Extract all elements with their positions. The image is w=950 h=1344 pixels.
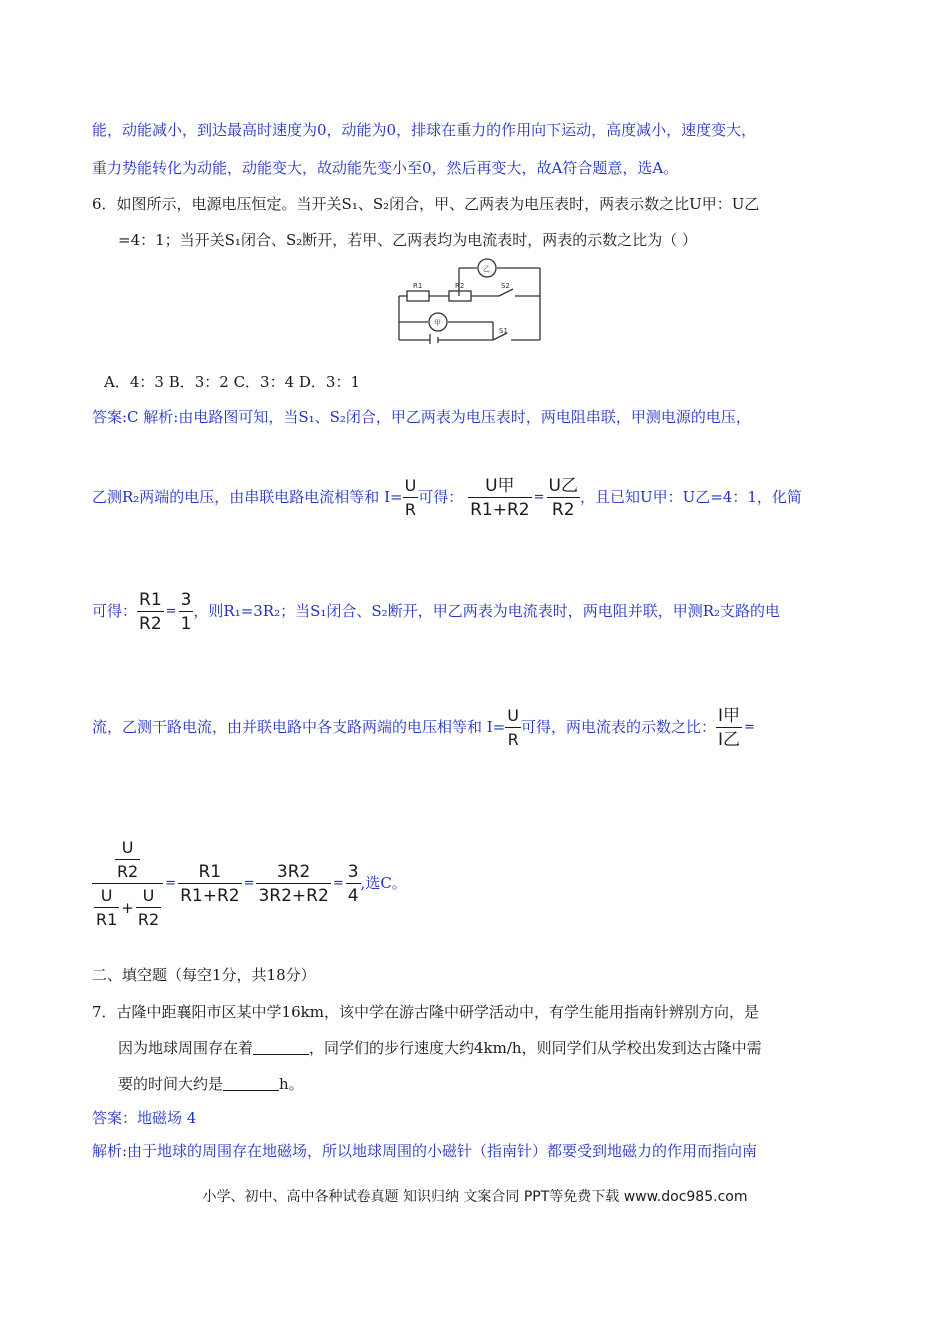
q7-text-a: 因为地球周围存在着 [118, 1039, 254, 1057]
q7-stem-line-3 [118, 1074, 304, 1094]
q7-text-b: ，同学们的步行速度大约4km/h，则同学们从学校出发到达古隆中需 [309, 1039, 762, 1057]
q6-solution-line-2: 乙测R₂两端的电压，由串联电路电流相等和 I= $\frac{U}{R}$ 可得： $\frac{\text{U甲}}{R1+R2}$ = $\frac{\text{U乙}}{R2}$ ，且已知U甲：U乙=4：1，化简 [92, 476, 802, 520]
label-s1: S1 [499, 327, 508, 335]
q7-analysis: 解析:由于地球的周围存在地磁场，所以地球周围的小磁针（指南针）都要受到地磁力的作用而指向南 [92, 1142, 758, 1160]
label-r1: R1 [413, 282, 423, 290]
q7-stem-line-2 [118, 1038, 762, 1058]
circuit-diagram [395, 258, 545, 344]
q7-blank-2 [223, 1076, 279, 1091]
section-2-title: 二、填空题（每空1分，共18分） [92, 966, 316, 984]
formula-ohm-2: $\frac{U}{R}$ [507, 706, 519, 749]
sol2-text-c: ，且已知U甲：U乙=4：1，化简 [579, 488, 802, 506]
prev-analysis-line-2: 重力势能转化为动能，动能变大，故动能先变小至0，然后再变大，故A符合题意，选A。 [92, 159, 679, 177]
q6-options: A．4：3 B．3：2 C．3：4 D．3：1 [104, 373, 361, 391]
q7-answer: 答案：地磁场 4 [92, 1109, 197, 1127]
label-r2: R2 [455, 282, 465, 290]
q6-stem-line-2: =4：1；当开关S₁闭合、S₂断开，若甲、乙两表均为电流表时，两表的示数之比为（ ） [118, 231, 698, 249]
formula-series-right: $\frac{\text{U乙}}{R2}$ [548, 476, 578, 520]
q6-solution-line-3: 可得： $\frac{R1}{R2}$ = $\frac{3}{1}$ ，则R₁=3R₂；当S₁闭合、S₂断开，甲乙两表为电流表时，两电阻并联，甲测R₂支路的电 [92, 590, 781, 634]
q7-stem-line-1: 7．古隆中距襄阳市区某中学16km，该中学在游古隆中研学活动中，有学生能用指南针辨别方向，是 [92, 1003, 759, 1021]
q7-blank-1 [253, 1040, 309, 1055]
formula-current-ratio: $\frac{\text{I甲}}{\text{I乙}}$ [718, 706, 741, 750]
page-footer: 小学、初中、高中各种试卷真题 知识归纳 文案合同 PPT等免费下载 www.doc985.com [202, 1189, 748, 1205]
prev-analysis-line-1: 能，动能减小，到达最高时速度为0，动能为0，排球在重力的作用向下运动，高度减小，速度变大， [92, 121, 757, 139]
q7-text-d: h。 [279, 1075, 304, 1093]
formula-step-2: $\frac{R1}{R1+R2}$ [180, 862, 240, 906]
label-s2: S2 [501, 282, 510, 290]
q6-answer-line: 答案:C 解析:由电路图可知，当S₁、S₂闭合，甲乙两表为电压表时，两电阻串联，甲测电源的电压， [92, 408, 751, 426]
formula-ohm-1: $\frac{U}{R}$ [404, 476, 417, 519]
sol5-text-end: ,选C。 [360, 874, 407, 892]
q7-text-c: 要的时间大约是 [118, 1075, 224, 1093]
formula-step-3: $\frac{3R2}{3R2+R2}$ [258, 862, 329, 906]
q6-solution-line-4: 流，乙测干路电流，由并联电路中各支路两端的电压相等和 I= $\frac{U}{R}$ 可得，两电流表的示数之比： $\frac{\text{I甲}}{\text{I乙}}$ = [92, 706, 755, 750]
formula-ratio-r: $\frac{R1}{R2}$ [139, 590, 162, 634]
formula-compound: $\frac{U}{R2}$ $\frac{U}{R1}$ + $\frac{U}{R2}$ [92, 838, 163, 930]
sol2-text-a: 乙测R₂两端的电压，由串联电路电流相等和 I= [92, 488, 403, 506]
meter-jia-label: 甲 [434, 319, 441, 327]
sol3-text-b: ，则R₁=3R₂；当S₁闭合、S₂断开，甲乙两表为电流表时，两电阻并联，甲测R₂支路的电 [193, 602, 781, 620]
sol3-text-a: 可得： [92, 602, 138, 620]
sol2-text-b: 可得： [418, 488, 464, 506]
meter-yi-label: 乙 [483, 265, 490, 273]
sol4-text-b: 可得，两电流表的示数之比： [520, 718, 716, 736]
formula-series-left: $\frac{\text{U甲}}{R1+R2}$ [470, 476, 530, 520]
formula-result: $\frac{3}{4}$ [347, 862, 359, 906]
q6-stem-line-1: 6．如图所示，电源电压恒定。当开关S₁、S₂闭合，甲、乙两表为电压表时，两表示数之比U甲：U乙 [92, 195, 760, 213]
sol4-text-a: 流，乙测干路电流，由并联电路中各支路两端的电压相等和 I= [92, 718, 506, 736]
formula-ratio-3-1: $\frac{3}{1}$ [180, 590, 192, 634]
q6-solution-line-5: $\frac{U}{R2}$ $\frac{U}{R1}$ + $\frac{U}{R2}$ = $\frac{R1}{R1+R2}$ = $\frac{3R2}{3R2+R2}$ = $\frac{3}{4}$ ,选C。 [92, 838, 407, 930]
